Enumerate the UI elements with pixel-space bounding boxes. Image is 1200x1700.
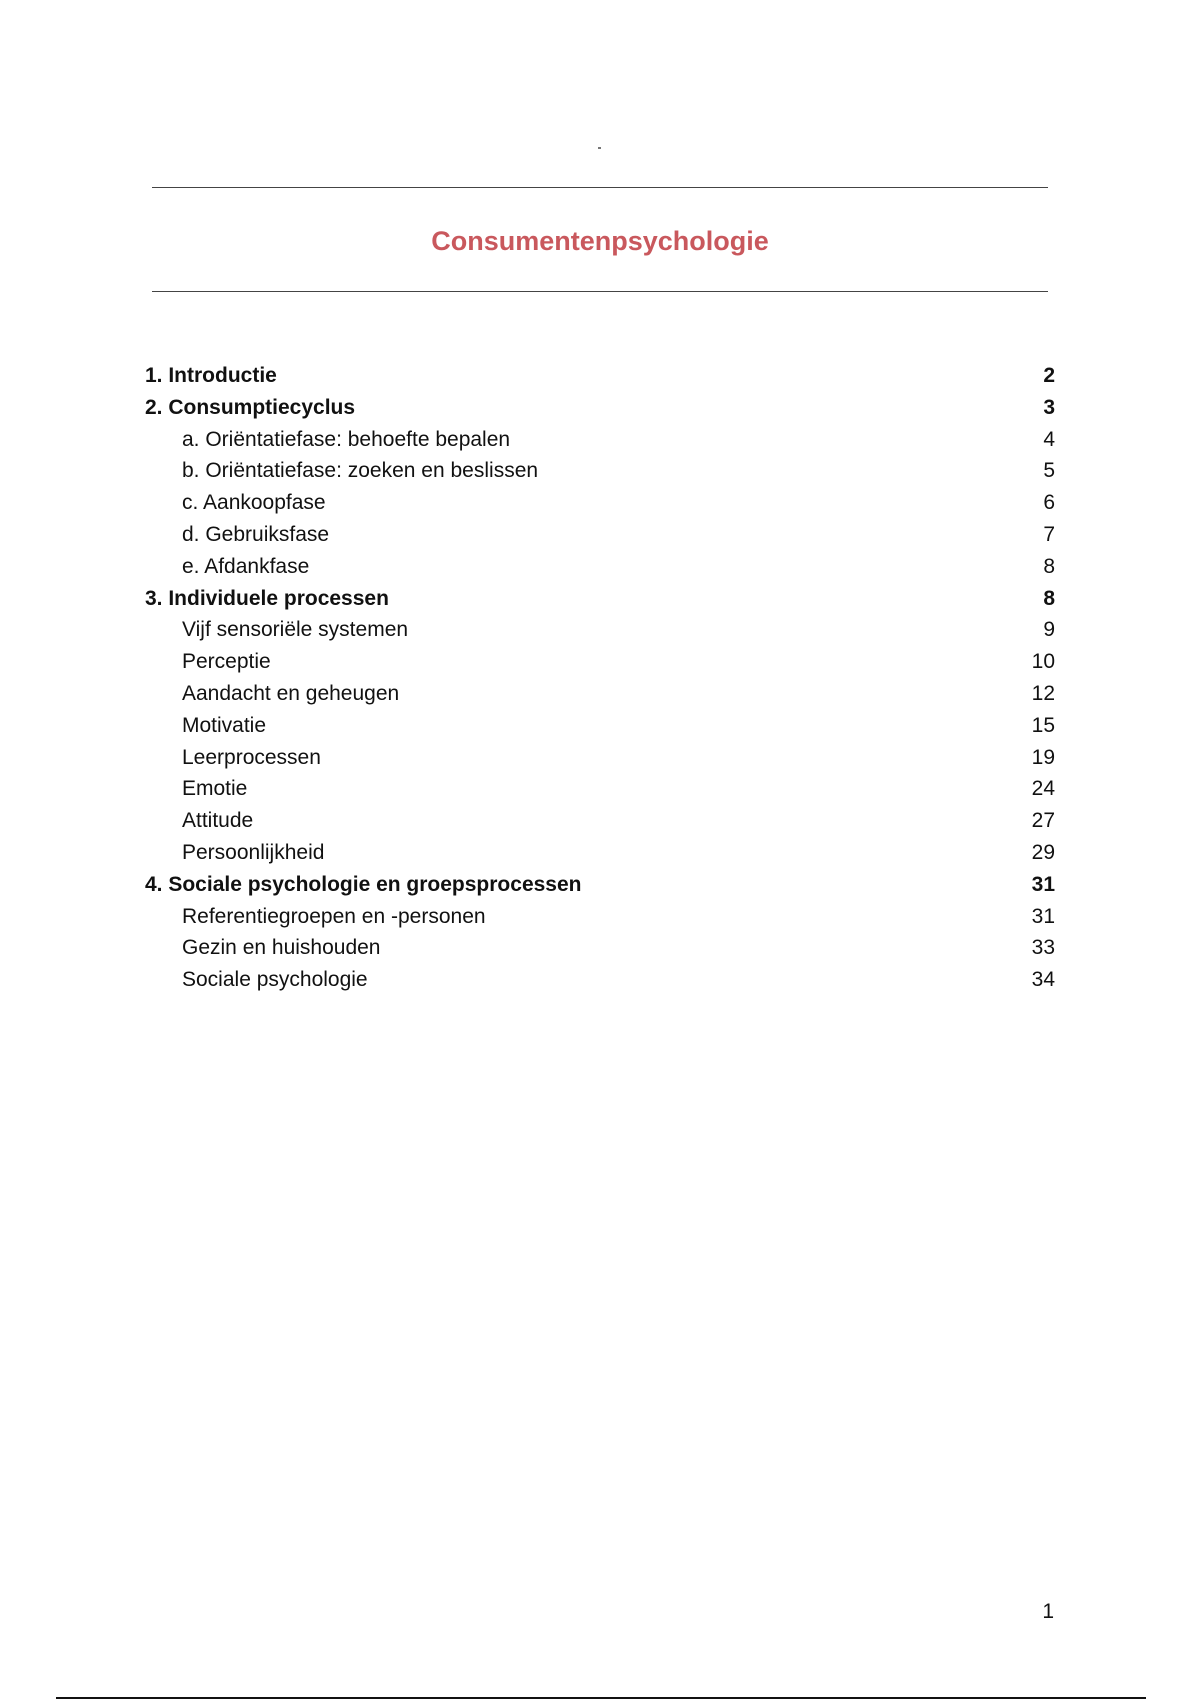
toc-entry-page: 27 [1031,809,1055,833]
toc-entry-label: Aandacht en geheugen [182,681,400,705]
toc-entry-page: 8 [1043,554,1055,578]
title-top-rule [152,187,1048,188]
toc-section-entry[interactable] [145,487,1055,519]
toc-entry-label: 3. Individuele processen [145,586,389,610]
toc-entry-label: Vijf sensoriële systemen [182,618,409,642]
toc-entry-page: 34 [1031,968,1055,992]
table-of-contents [145,360,1055,996]
toc-entry-page: 33 [1031,936,1055,960]
toc-section-entry[interactable] [145,710,1055,742]
toc-entry-page: 5 [1043,459,1055,483]
toc-section-entry[interactable] [145,742,1055,774]
toc-chapter-entry[interactable] [145,869,1055,901]
toc-entry-label: 2. Consumptiecyclus [145,395,356,419]
toc-entry-page: 19 [1031,745,1055,769]
toc-entry-page: 31 [1031,872,1055,896]
title-bottom-rule [152,291,1048,292]
toc-entry-label: d. Gebruiksfase [182,522,330,546]
toc-section-entry[interactable] [145,455,1055,487]
toc-section-entry[interactable] [145,773,1055,805]
toc-entry-page: 3 [1043,395,1055,419]
toc-entry-page: 15 [1031,713,1055,737]
page-number: 1 [1042,1600,1054,1623]
toc-entry-label: c. Aankoopfase [182,491,326,515]
toc-entry-page: 2 [1043,364,1055,387]
toc-section-entry[interactable] [145,901,1055,933]
toc-chapter-entry[interactable] [145,583,1055,615]
toc-entry-label: b. Oriëntatiefase: zoeken en beslissen [182,459,539,483]
toc-entry-page: 12 [1031,681,1055,705]
toc-entry-label: Persoonlijkheid [182,840,325,864]
page-bottom-rule [56,1697,1146,1699]
toc-entry-label: 4. Sociale psychologie en groepsprocessen [145,872,582,896]
toc-entry-page: 4 [1043,427,1055,451]
toc-entry-page: 9 [1043,618,1055,642]
toc-entry-page: 31 [1031,904,1055,928]
toc-section-entry[interactable] [145,805,1055,837]
toc-entry-label: e. Afdankfase [182,554,310,578]
toc-entry-label: 1. Introductie [145,364,277,387]
toc-chapter-entry[interactable] [145,392,1055,424]
toc-section-entry[interactable] [145,964,1055,996]
toc-entry-label: Perceptie [182,650,271,674]
toc-entry-label: Emotie [182,777,248,801]
toc-section-entry[interactable] [145,519,1055,551]
toc-section-entry[interactable] [145,424,1055,456]
toc-entry-page: 29 [1031,840,1055,864]
toc-entry-label: a. Oriëntatiefase: behoefte bepalen [182,427,511,451]
toc-entry-page: 8 [1043,586,1055,610]
toc-entry-label: Referentiegroepen en -personen [182,904,486,928]
toc-chapter-entry[interactable] [145,360,1055,392]
toc-entry-label: Sociale psychologie [182,968,368,992]
toc-section-entry[interactable] [145,551,1055,583]
toc-entry-page: 7 [1043,522,1055,546]
toc-entry-page: 6 [1043,491,1055,515]
toc-section-entry[interactable] [145,932,1055,964]
toc-entry-label: Attitude [182,809,254,833]
toc-section-entry[interactable] [145,678,1055,710]
toc-entry-page: 24 [1031,777,1055,801]
toc-entry-label: Leerprocessen [182,745,321,769]
toc-entry-label: Motivatie [182,713,267,737]
document-title: Consumentenpsychologie [431,226,769,256]
toc-entry-label: Gezin en huishouden [182,936,381,960]
toc-entry-page: 10 [1031,650,1055,674]
toc-section-entry[interactable] [145,646,1055,678]
scan-speck [598,147,601,149]
toc-section-entry[interactable] [145,614,1055,646]
toc-section-entry[interactable] [145,837,1055,869]
